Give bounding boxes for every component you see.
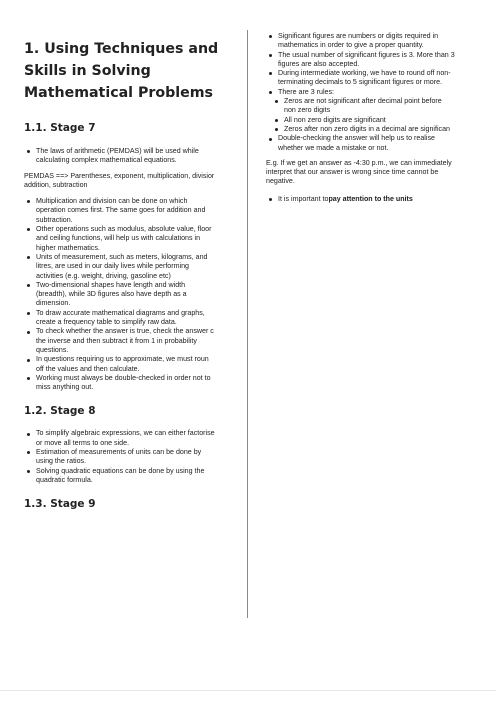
list-item-line: Two-dimensional shapes have length and width — [36, 280, 186, 289]
list-item-line: To check whether the answer is true, check the answer c — [36, 327, 214, 336]
list-item-line: terminating decimals to 5 significant figures or more. — [278, 78, 443, 87]
title-line: Skills in Solving — [24, 63, 151, 79]
list-item-line: Working must always be double-checked in order not to — [36, 373, 211, 382]
pemdas-definition — [24, 172, 230, 191]
example-line: E.g. If we get an answer as -4:30 p.m., we can immediately — [266, 158, 452, 167]
list-item-line: Estimation of measurements of units can be done by — [36, 448, 202, 457]
list-item-line: The usual number of significant figures is 3. More than 3 — [278, 50, 455, 59]
list-item-line: The laws of arithmetic (PEMDAS) will be used while — [36, 147, 199, 155]
list-item — [24, 225, 230, 253]
pemdas-line: addition, subtraction — [24, 180, 88, 189]
list-item-line: There are 3 rules: — [278, 87, 334, 96]
list-item — [266, 134, 474, 153]
list-item — [24, 327, 230, 355]
list-item-line: litres, are used in our daily lives while performing — [36, 262, 189, 271]
example-line: interpret that our answer is wrong since time cannot be — [266, 168, 439, 177]
list-item-line: Significant figures are numbers or digits required in — [278, 32, 439, 40]
title-line: 1. Using Techniques and — [24, 41, 219, 57]
list-item-line: All non zero digits are significant — [284, 115, 386, 124]
list-item — [24, 355, 230, 374]
list-item-line: Double-checking the answer will help us to realise — [278, 134, 435, 143]
list-item-line: calculating complex mathematical equations. — [36, 156, 177, 165]
list-item-line: questions. — [36, 345, 69, 354]
rule-item — [272, 116, 474, 125]
stage7-heading: 1.1. Stage 7 — [24, 122, 96, 134]
pemdas-line: PEMDAS ==> Parentheses, exponent, multiplication, divisior — [24, 171, 215, 180]
example-line: negative. — [266, 177, 295, 186]
list-item-line: non zero digits — [284, 106, 331, 115]
stage7-list — [24, 197, 230, 392]
list-item — [266, 32, 474, 51]
left-column — [24, 0, 230, 511]
list-item-line: or move all terms to one side. — [36, 438, 130, 447]
rule-item — [272, 97, 474, 116]
list-item-line: quadratic formula. — [36, 475, 93, 484]
sigfig-list — [266, 32, 474, 97]
list-item-line: operation comes first. The same goes for addition and — [36, 206, 206, 215]
stage9-heading: 1.3. Stage 9 — [24, 498, 96, 511]
rule-item — [272, 125, 474, 134]
double-check-list — [266, 134, 474, 153]
list-item — [24, 448, 230, 467]
list-item-line: Solving quadratic equations can be done by using the — [36, 466, 205, 475]
stage7-intro-list — [24, 147, 230, 166]
list-item-line: miss anything out. — [36, 383, 94, 392]
example-paragraph — [266, 159, 474, 187]
list-item-line: To simplify algebraic expressions, we can either factorisе — [36, 429, 215, 438]
list-item-line: Zeros are not significant after decimal point before — [284, 97, 442, 106]
list-item — [24, 309, 230, 328]
column-divider — [247, 30, 248, 618]
list-item-line: and ceiling functions, will help us with calculations in — [36, 234, 201, 243]
list-item-line: To draw accurate mathematical diagrams and graphs, — [36, 308, 205, 317]
list-item-line: Zeros after non zero digits in a decimal are significan — [284, 124, 450, 133]
list-item — [266, 195, 474, 204]
attention-emphasis: pay attention to the units — [328, 194, 413, 203]
list-item — [24, 253, 230, 281]
title-line: Mathematical Problems — [24, 85, 213, 101]
list-item-line: During intermediate working, we have to round off non- — [278, 69, 451, 78]
list-item — [24, 281, 230, 309]
list-item-line: figures are also accepted. — [278, 59, 360, 68]
list-item-line: the inverse and then subtract it from 1 in probability — [36, 336, 197, 345]
attention-text: It is important to — [278, 194, 329, 203]
list-item — [24, 429, 230, 448]
right-column — [266, 0, 474, 204]
list-item — [24, 374, 230, 393]
list-item-line: higher mathematics. — [36, 243, 100, 252]
list-item-line: off the values and then calculate. — [36, 364, 140, 373]
list-item-line: Other operations such as modulus, absolute value, floor — [36, 225, 212, 234]
list-item-line: subtraction. — [36, 215, 73, 224]
page-bottom-rule — [0, 690, 496, 691]
list-item-line: activities (e.g. weight, driving, gasoline etc) — [36, 271, 171, 280]
list-item-line: create a frequency table to simplify raw data. — [36, 318, 177, 327]
list-item — [24, 467, 230, 486]
attention-list — [266, 195, 474, 204]
list-item-line: whether we made a mistake or not. — [278, 143, 389, 152]
stage8-heading: 1.2. Stage 8 — [24, 405, 96, 418]
page-title — [24, 38, 230, 104]
list-item — [24, 147, 230, 166]
list-item-line: Units of measurement, such as meters, kilograms, and — [36, 252, 208, 261]
list-item-line: In questions requiring us to approximate, we must roun — [36, 355, 209, 364]
list-item-line: using the ratios. — [36, 457, 87, 466]
list-item-line: Multiplication and division can be done on which — [36, 197, 188, 206]
list-item-line: dimension. — [36, 299, 71, 308]
list-item — [266, 69, 474, 88]
rules-sublist — [272, 97, 474, 134]
list-item — [24, 197, 230, 225]
list-item — [266, 88, 474, 97]
list-item-line: mathematics in order to give a proper quantity. — [278, 41, 424, 50]
list-item — [266, 51, 474, 70]
list-item-line: (breadth), while 3D figures also have depth as a — [36, 290, 187, 299]
stage8-list — [24, 429, 230, 485]
